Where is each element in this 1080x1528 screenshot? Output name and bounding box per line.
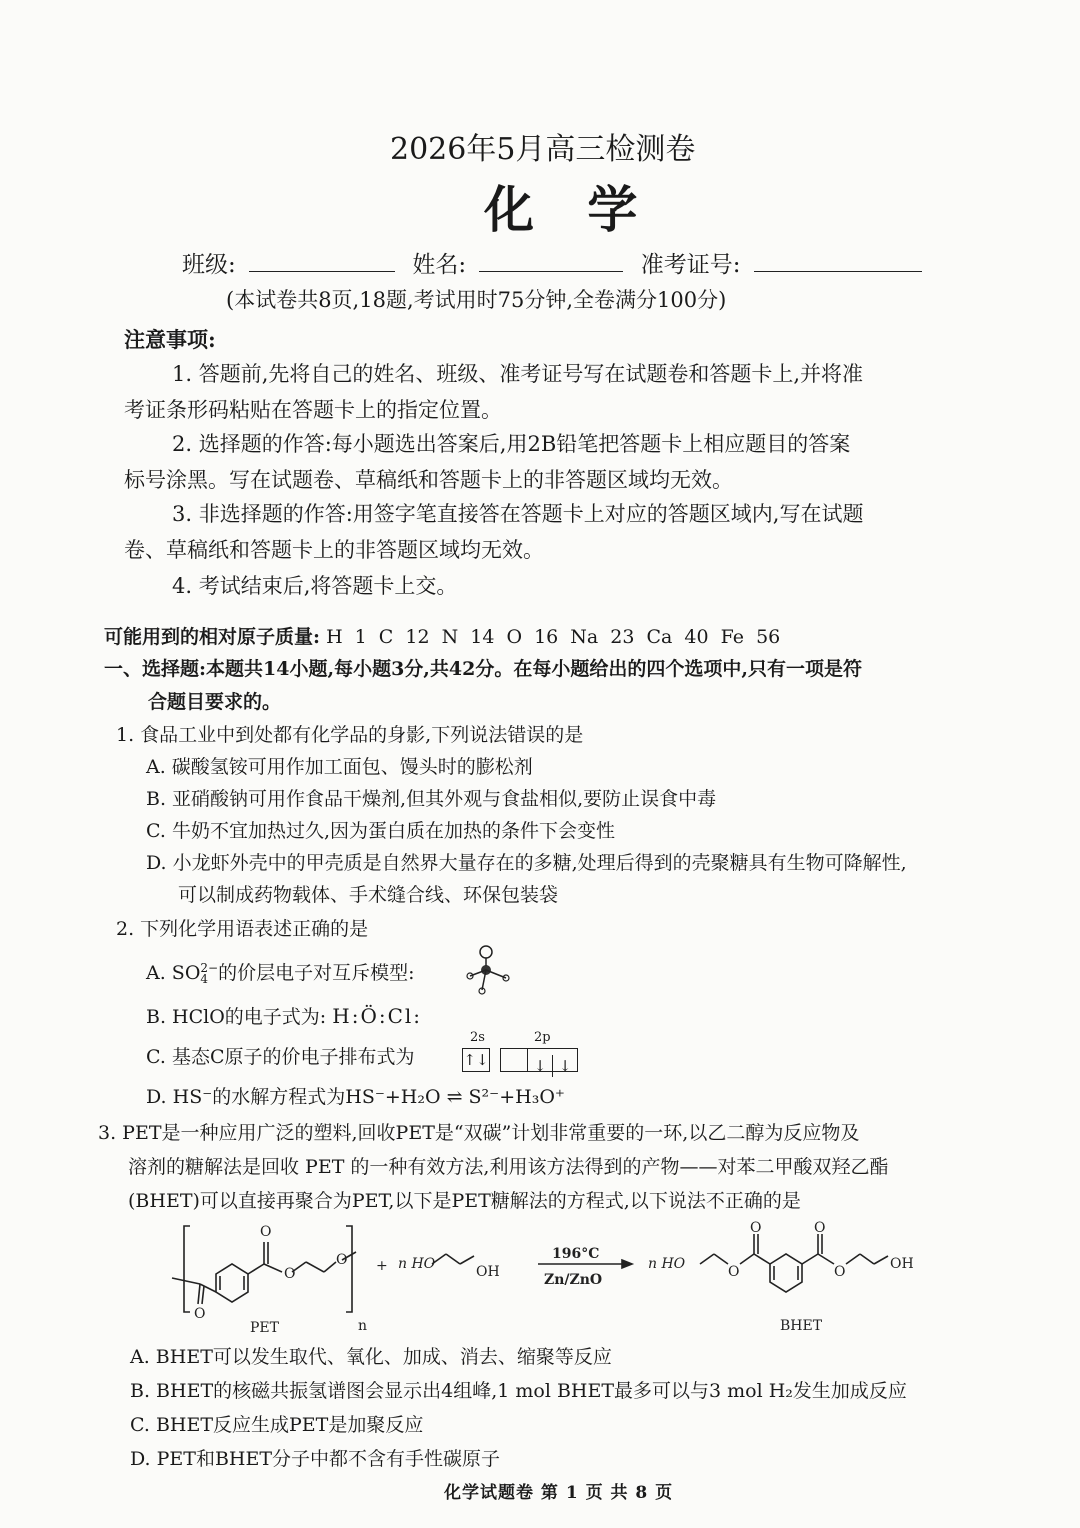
q2-option-b: B. HClO的电子式为: H:Ö:Cl: — [146, 1004, 423, 1028]
section-1-title: 一、选择题:本题共14小题,每小题3分,共42分。在每小题给出的四个选项中,只有一项是符 — [104, 658, 862, 680]
notice-heading: 注意事项: — [124, 327, 216, 352]
scheme-n-subscript: n — [358, 1318, 368, 1334]
notice-item-2a: 2. 选择题的作答:每小题选出答案后,用2B铅笔把答题卡上相应题目的答案 — [172, 432, 851, 456]
orbital-2p-label: 2p — [534, 1030, 551, 1045]
q3-option-a: A. BHET可以发生取代、氧化、加成、消去、缩聚等反应 — [130, 1346, 612, 1368]
notice-item-4: 4. 考试结束后,将答题卡上交。 — [172, 574, 458, 598]
q2-option-a: A. SO 2− 4 的价层电子对互斥模型: — [146, 961, 415, 986]
q3-stem-line3: (BHET)可以直接再聚合为PET,以下是PET糖解法的方程式,以下说法不正确的是 — [128, 1190, 801, 1212]
scheme-plus: + — [376, 1258, 388, 1274]
q3-option-b: B. BHET的核磁共振氢谱图会显示出4组峰,1 mol BHET最多可以与3 mol H₂发生加成反应 — [130, 1380, 907, 1402]
svg-text:O: O — [728, 1264, 740, 1280]
reaction-temperature: 196°C — [552, 1246, 600, 1262]
section-1-title-cont: 合题目要求的。 — [148, 691, 282, 713]
q2-stem: 2. 下列化学用语表述正确的是 — [116, 918, 369, 940]
class-label: 班级: — [182, 252, 236, 278]
svg-text:O: O — [284, 1266, 296, 1282]
q3-option-d: D. PET和BHET分子中都不含有手性碳原子 — [130, 1448, 501, 1470]
pet-label: PET — [250, 1320, 279, 1336]
q1-option-b: B. 亚硝酸钠可用作食品干燥剂,但其外观与食盐相似,要防止误食中毒 — [146, 788, 717, 810]
bhet-label: BHET — [780, 1318, 823, 1334]
orbital-2p-boxes: ↓ ↓ — [500, 1048, 578, 1072]
class-field[interactable] — [249, 253, 395, 272]
orbital-2s-box: ↑↓ — [462, 1048, 490, 1072]
q1-option-a: A. 碳酸氢铵可用作加工面包、馒头时的膨松剂 — [146, 756, 533, 778]
hclo-electron-formula: H:Ö:Cl: — [332, 1004, 423, 1028]
notice-item-1b: 考证条形码粘贴在答题卡上的指定位置。 — [124, 398, 502, 422]
scheme-oh-product: OH — [890, 1256, 914, 1272]
svg-text:O: O — [336, 1252, 348, 1268]
svg-text:O: O — [814, 1220, 826, 1236]
page-footer: 化学试题卷 第 1 页 共 8 页 — [444, 1483, 674, 1503]
scheme-oh-reactant: OH — [476, 1264, 500, 1280]
orbital-2s-label: 2s — [470, 1030, 485, 1045]
subject-title: 化 学 — [484, 180, 656, 239]
notice-item-3a: 3. 非选择题的作答:用签字笔直接答在答题卡上对应的答题区域内,写在试题 — [172, 502, 864, 526]
name-label: 姓名: — [412, 252, 467, 278]
exam-title: 2026年5月高三检测卷 — [390, 132, 696, 167]
scheme-n-ho-reactant: n HO — [398, 1256, 436, 1272]
atomic-mass-row — [104, 622, 780, 649]
atomic-mass-values: H 1 C 12 N 14 O 16 Na 23 Ca 40 Fe 56 — [326, 626, 781, 648]
q3-option-c: C. BHET反应生成PET是加聚反应 — [130, 1414, 424, 1436]
notice-item-3b: 卷、草稿纸和答题卡上的非答题区域均无效。 — [124, 538, 544, 562]
scheme-n-ho-product: n HO — [648, 1256, 686, 1272]
notice-item-2b: 标号涂黑。写在试题卷、草稿纸和答题卡上的非答题区域均无效。 — [124, 468, 733, 492]
pet-glycolysis-scheme — [160, 1216, 960, 1340]
q2-option-c: C. 基态C原子的价电子排布式为 — [146, 1046, 415, 1068]
reaction-catalyst: Zn/ZnO — [544, 1272, 603, 1288]
notice-item-1a: 1. 答题前,先将自己的姓名、班级、准考证号写在试题卷和答题卡上,并将准 — [172, 362, 864, 386]
q1-option-c: C. 牛奶不宜加热过久,因为蛋白质在加热的条件下会变性 — [146, 820, 615, 842]
q1-option-d: D. 小龙虾外壳中的甲壳质是自然界大量存在的多糖,处理后得到的壳聚糖具有生物可降解性, — [146, 852, 907, 874]
svg-text:O: O — [260, 1224, 272, 1240]
atomic-mass-label: 可能用到的相对原子质量: — [104, 626, 321, 648]
svg-text:O: O — [750, 1220, 762, 1236]
vsepr-model-diagram — [464, 942, 516, 996]
name-field[interactable] — [479, 253, 623, 272]
id-field[interactable] — [754, 253, 922, 272]
q2-option-d: D. HS⁻的水解方程式为HS⁻+H₂O ⇌ S²⁻+H₃O⁺ — [146, 1086, 565, 1108]
q3-stem-line1: 3. PET是一种应用广泛的塑料,回收PET是“双碳”计划非常重要的一环,以乙二醇为反应物及 — [98, 1122, 860, 1144]
svg-text:O: O — [834, 1264, 846, 1280]
q3-stem-line2: 溶剂的糖解法是回收 PET 的一种有效方法,利用该方法得到的产物——对苯二甲酸双羟乙酯 — [128, 1156, 889, 1178]
q1-stem: 1. 食品工业中到处都有化学品的身影,下列说法错误的是 — [116, 724, 584, 746]
id-label: 准考证号: — [640, 252, 741, 278]
svg-text:O: O — [194, 1306, 206, 1322]
q1-option-d-cont: 可以制成药物载体、手术缝合线、环保包装袋 — [178, 884, 559, 906]
exam-info: (本试卷共8页,18题,考试用时75分钟,全卷满分100分) — [226, 288, 727, 312]
student-info-row — [182, 246, 922, 279]
